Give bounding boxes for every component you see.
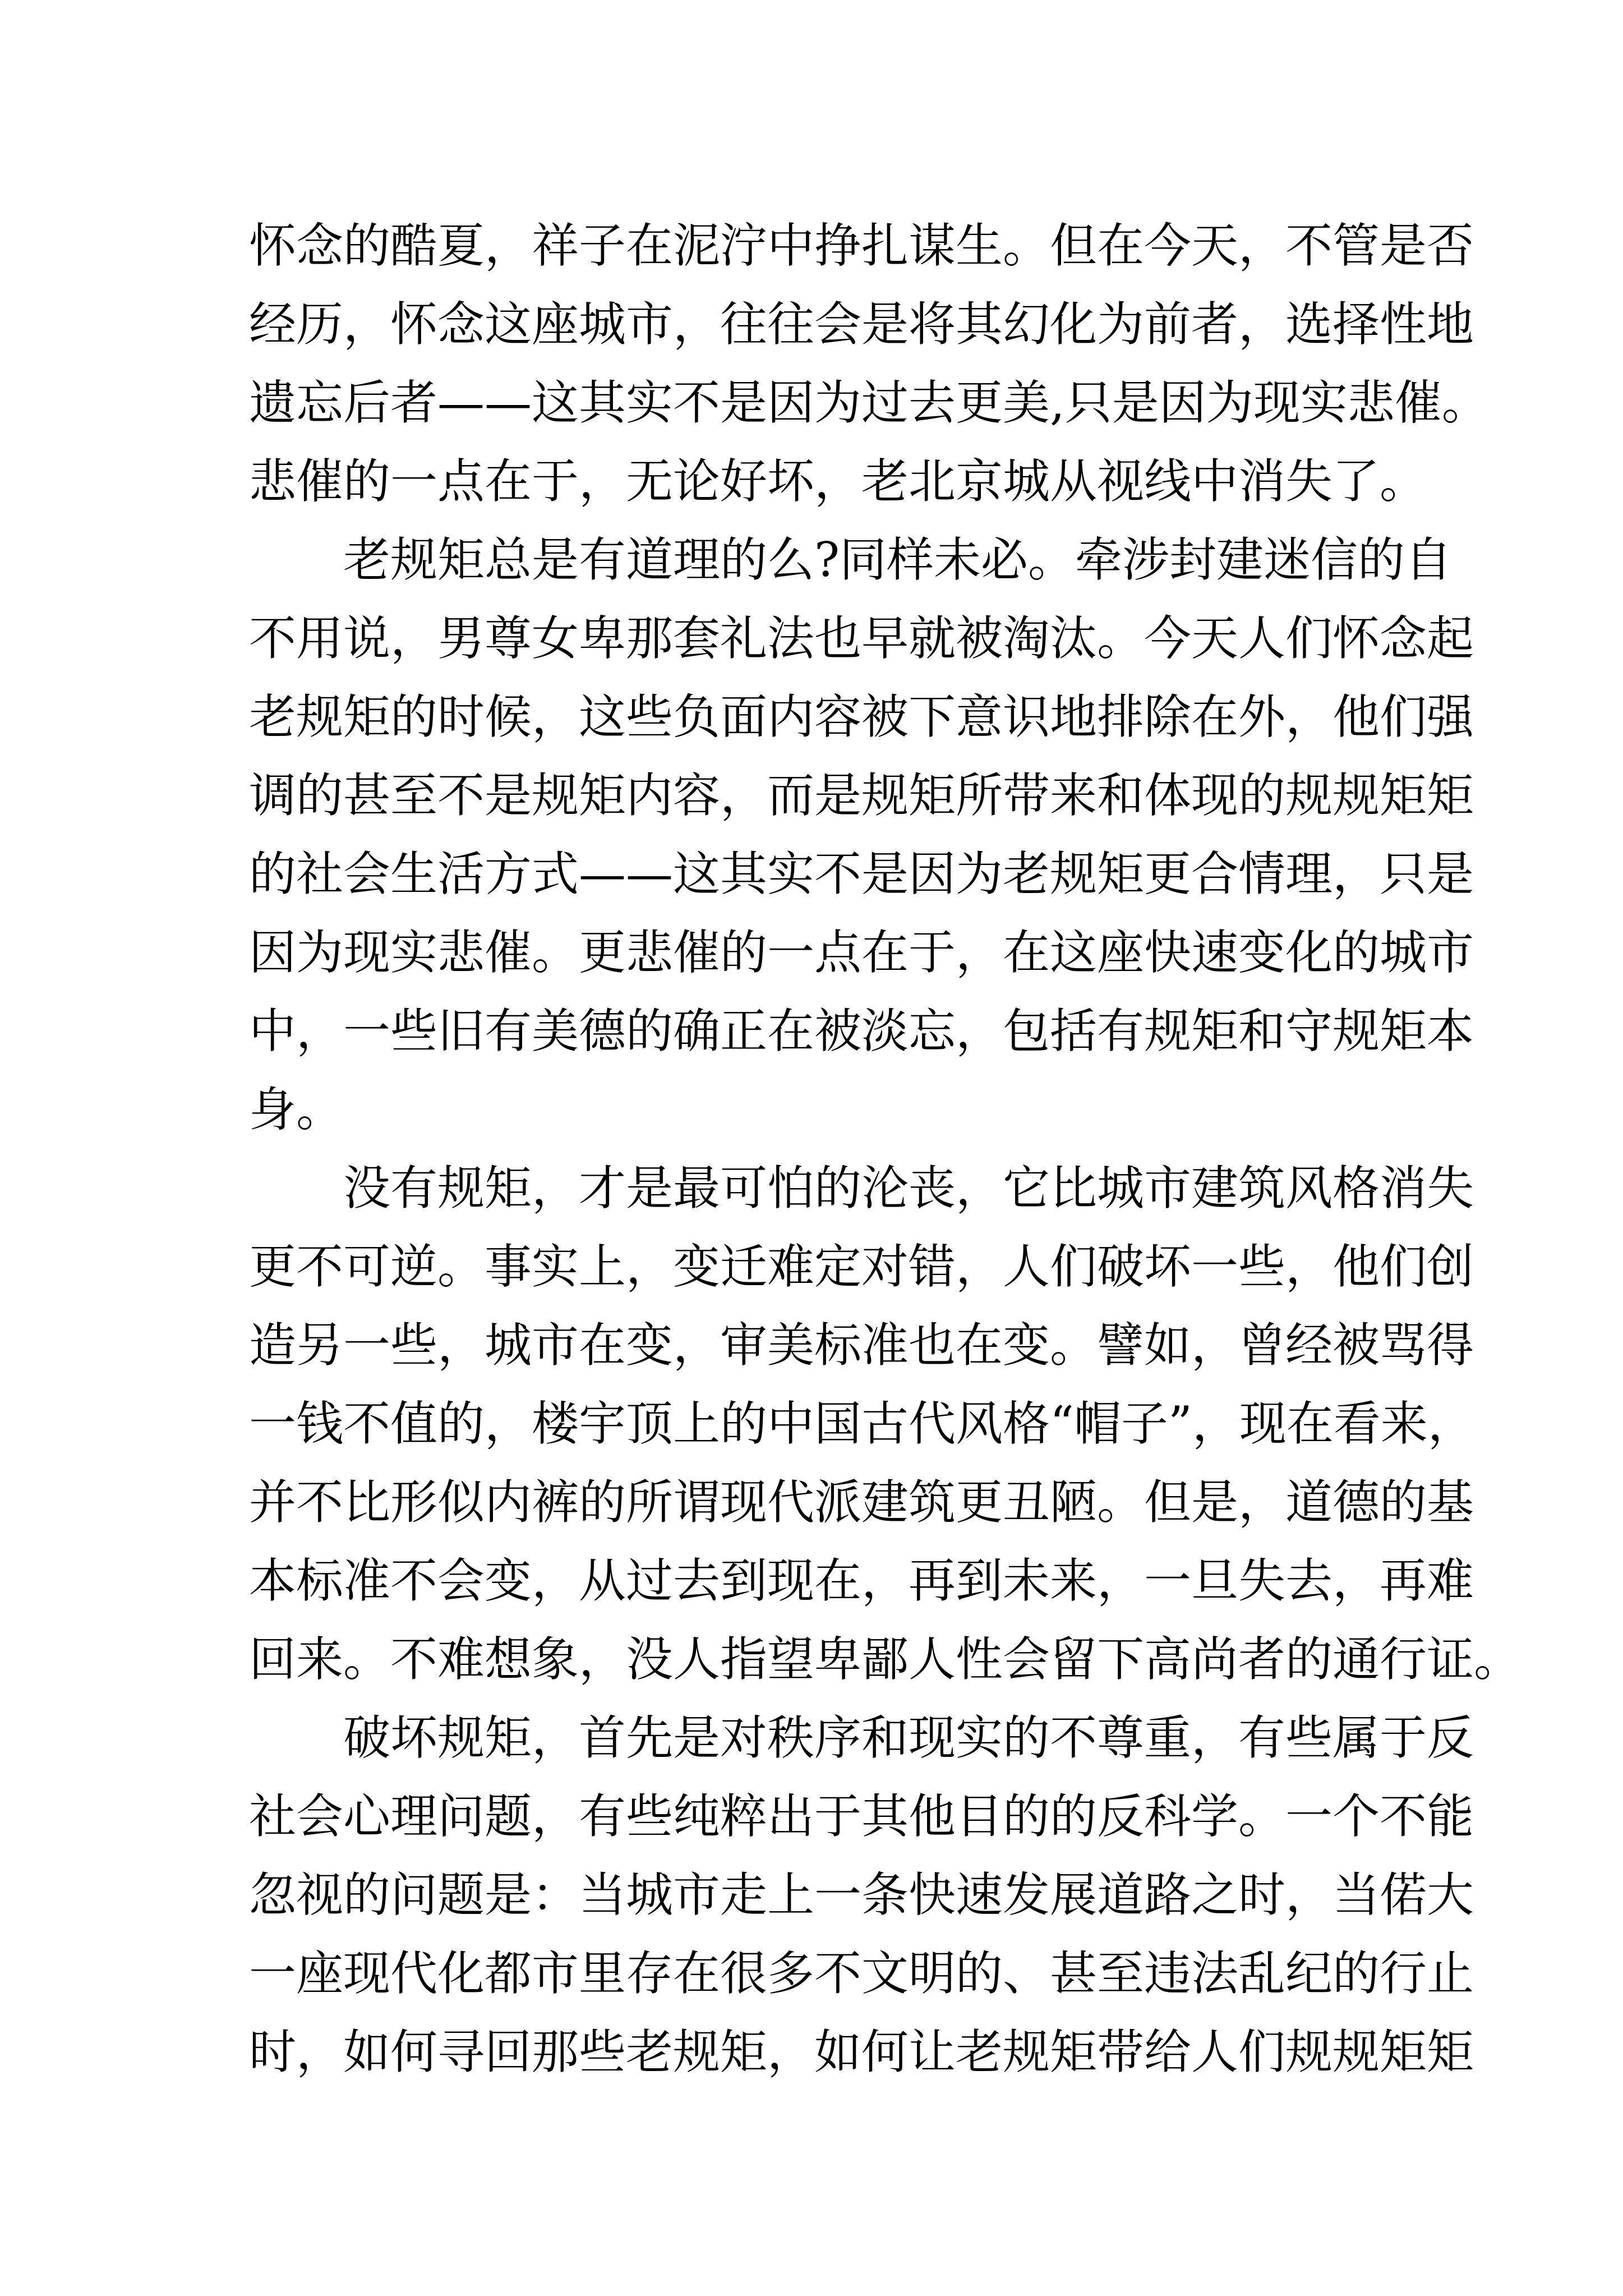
text-line: 因为现实悲催。更悲催的一点在于，在这座快速变化的城市: [249, 925, 1474, 980]
text-line: 一座现代化都市里存在很多不文明的、甚至违法乱纪的行止: [249, 1946, 1474, 2001]
text-line: 回来。不难想象，没人指望卑鄙人性会留下高尚者的通行证。: [249, 1632, 1521, 1687]
paragraph-first-line: 老规矩总是有道理的么?同样未必。牵涉封建迷信的自: [343, 532, 1453, 587]
text-line: 悲催的一点在于，无论好坏，老北京城从视线中消失了。: [249, 454, 1427, 509]
text-line: 社会心理问题，有些纯粹出于其他目的的反科学。一个不能: [249, 1789, 1474, 1844]
text-line: 怀念的酷夏，祥子在泥泞中挣扎谋生。但在今天，不管是否: [249, 218, 1474, 273]
paragraph-first-line: 没有规矩，才是最可怕的沦丧，它比城市建筑风格消失: [343, 1161, 1474, 1216]
text-line: 的社会生活方式——这其实不是因为老规矩更合情理，只是: [249, 846, 1474, 901]
text-line: 不用说，男尊女卑那套礼法也早就被淘汰。今天人们怀念起: [249, 611, 1474, 666]
text-line: 造另一些，城市在变，审美标准也在变。譬如，曾经被骂得: [249, 1318, 1474, 1373]
paragraph-first-line: 破坏规矩，首先是对秩序和现实的不尊重，有些属于反: [343, 1710, 1474, 1765]
text-line: 身。: [249, 1082, 344, 1137]
text-line: 忽视的问题是：当城市走上一条快速发展道路之时，当偌大: [249, 1867, 1474, 1922]
text-line: 调的甚至不是规矩内容，而是规矩所带来和体现的规规矩矩: [249, 768, 1474, 823]
text-line: 时，如何寻回那些老规矩，如何让老规矩带给人们规规矩矩: [249, 2024, 1474, 2079]
text-line: 一钱不值的，楼宇顶上的中国古代风格“帽子”，现在看来，: [249, 1396, 1475, 1451]
text-line: 本标准不会变，从过去到现在，再到未来，一旦失去，再难: [249, 1553, 1474, 1608]
text-line: 更不可逆。事实上，变迁难定对错，人们破坏一些，他们创: [249, 1239, 1474, 1294]
text-line: 经历，怀念这座城市，往往会是将其幻化为前者，选择性地: [249, 297, 1474, 352]
text-line: 并不比形似内裤的所谓现代派建筑更丑陋。但是，道德的基: [249, 1475, 1474, 1530]
text-line: 中，一些旧有美德的确正在被淡忘，包括有规矩和守规矩本: [249, 1004, 1474, 1059]
body-text: [249, 206, 1521, 2091]
text-line: 遗忘后者——这其实不是因为过去更美,只是因为现实悲催。: [249, 375, 1489, 430]
text-line: 老规矩的时候，这些负面内容被下意识地排除在外，他们强: [249, 689, 1474, 744]
